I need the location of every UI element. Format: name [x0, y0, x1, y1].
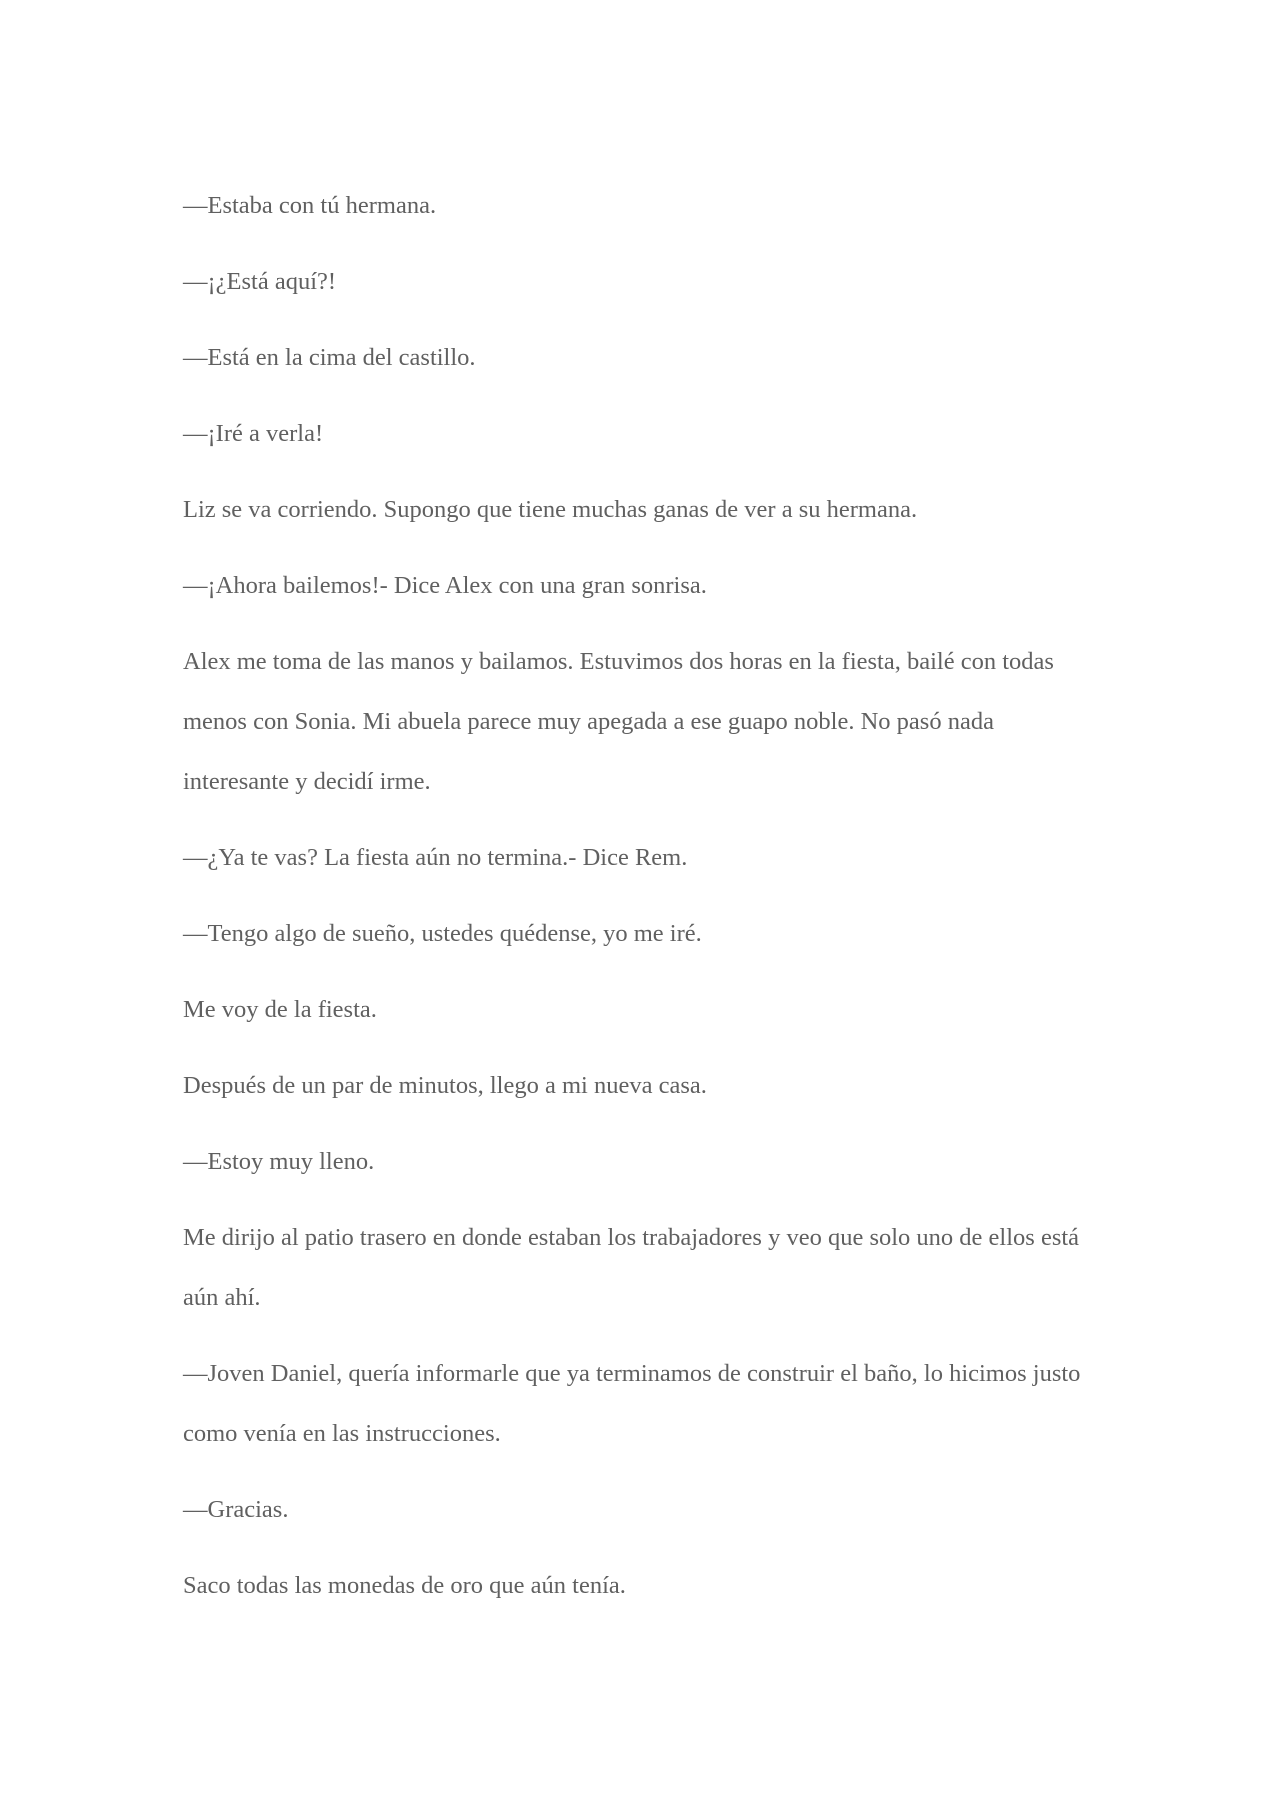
paragraph-11: Después de un par de minutos, llego a mi nueva casa.	[183, 1072, 707, 1099]
paragraph-10: Me voy de la fiesta.	[183, 996, 377, 1023]
paragraph-16: Saco todas las monedas de oro que aún tenía.	[183, 1572, 626, 1599]
paragraph-1: —Estaba con tú hermana.	[183, 192, 437, 219]
paragraph-9: —Tengo algo de sueño, ustedes quédense, yo me iré.	[183, 920, 702, 947]
paragraph-6: —¡Ahora bailemos!- Dice Alex con una gran sonrisa.	[183, 572, 707, 599]
document-body	[183, 176, 1103, 1632]
paragraph-3: —Está en la cima del castillo.	[183, 344, 476, 371]
paragraph-7: Alex me toma de las manos y bailamos. Estuvimos dos horas en la fiesta, bailé con todas menos con Sonia. Mi abuela parece muy apegada a ese guapo noble. No pasó nada interesante y decidí irme.	[183, 648, 1054, 795]
paragraph-5: Liz se va corriendo. Supongo que tiene muchas ganas de ver a su hermana.	[183, 496, 918, 523]
paragraph-15: —Gracias.	[183, 1496, 289, 1523]
paragraph-13: Me dirijo al patio trasero en donde estaban los trabajadores y veo que solo uno de ellos está aún ahí.	[183, 1224, 1080, 1311]
paragraph-2: —¡¿Está aquí?!	[183, 268, 337, 295]
paragraph-14: —Joven Daniel, quería informarle que ya terminamos de construir el baño, lo hicimos justo como venía en las instrucciones.	[183, 1360, 1081, 1447]
paragraph-12: —Estoy muy lleno.	[183, 1148, 375, 1175]
paragraph-4: —¡Iré a verla!	[183, 420, 324, 447]
paragraph-8: —¿Ya te vas? La fiesta aún no termina.- Dice Rem.	[183, 844, 688, 871]
